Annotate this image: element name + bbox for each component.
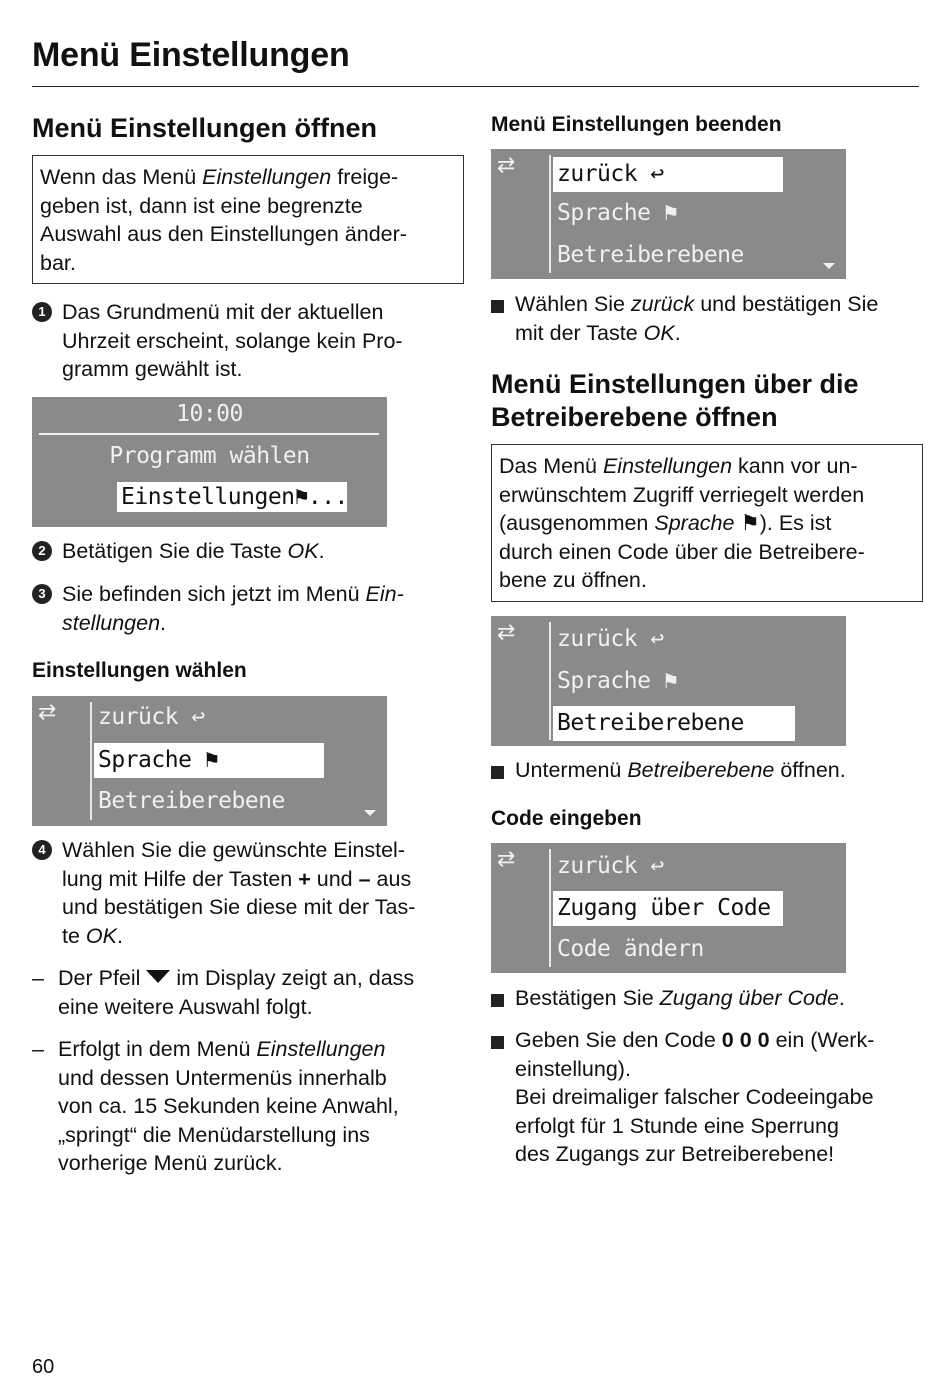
bullet-sub-em: Betreiberebene — [627, 758, 775, 782]
section-title-operator-level — [491, 368, 859, 434]
notice-em: Einstellungen — [202, 165, 332, 189]
display-language-item: Sprache ⚑ — [557, 668, 678, 694]
step-2-end: . — [318, 539, 325, 563]
notice-box — [32, 155, 464, 284]
bullet-exit-end: . — [674, 320, 681, 345]
bullet-exit-ok: OK — [643, 320, 675, 345]
step-2 — [32, 537, 472, 566]
notice-2-em-2: Sprache — [654, 511, 735, 535]
subhead-exit-settings: Menü Einstellungen beenden — [491, 113, 782, 136]
display-time: 10:00 — [176, 401, 243, 427]
swap-arrows-icon: ⇄ — [497, 619, 516, 644]
display-operator-level-item: Betreiberebene — [557, 242, 744, 268]
display-separator — [549, 155, 551, 273]
display-language-item: Sprache ⚑ — [94, 743, 324, 778]
step-4-aus: aus — [370, 866, 412, 891]
display-language-item: Sprache ⚑ — [557, 200, 678, 226]
dash-1-text: Der Pfeil — [58, 966, 147, 990]
scroll-down-arrow-icon — [364, 810, 376, 816]
display-back-item: zurück ↩ — [557, 853, 664, 879]
step-1-line-3: gramm gewählt ist. — [62, 357, 243, 381]
bullet-exit — [491, 290, 931, 347]
step-2-em: OK — [287, 539, 319, 563]
bullet-square-icon — [491, 1036, 504, 1049]
step-4-line-3: und bestätigen Sie diese mit der Tas- — [62, 895, 416, 919]
dash-2-line-4: „springt“ die Menüdarstellung ins — [58, 1122, 370, 1147]
notice-line-4: bar. — [40, 250, 76, 275]
minus-key: – — [358, 866, 371, 891]
scroll-down-arrow-icon — [823, 263, 835, 269]
step-3-em-2: stellungen — [62, 610, 161, 635]
dash-mark-2: – — [32, 1037, 44, 1061]
bullet-exit-em: zurück — [630, 292, 695, 316]
bullet-exit-text: Wählen Sie — [515, 292, 631, 316]
bullet-code-line-4: erfolgt für 1 Stunde eine Sperrung — [515, 1113, 839, 1138]
display-operator-level-item: Betreiberebene — [553, 706, 795, 741]
step-4 — [32, 836, 472, 950]
notice-2-line-3: (ausgenommen — [499, 511, 655, 535]
display-back-item: zurück ↩ — [553, 157, 783, 192]
bullet-square-icon — [491, 300, 504, 313]
display-separator — [549, 622, 551, 740]
section-title-line-1: Menü Einstellungen über die — [491, 369, 859, 399]
step-number-3: 3 — [32, 584, 52, 604]
section-title-open-settings: Menü Einstellungen öffnen — [32, 113, 377, 143]
dash-2-em: Einstellungen — [256, 1037, 386, 1061]
step-3 — [32, 580, 472, 637]
display-back-item: zurück ↩ — [98, 704, 205, 730]
display-settings-selected: Einstellungen⚑... — [117, 482, 347, 512]
step-3-em: Ein- — [365, 582, 404, 606]
bullet-code-text: Geben Sie den Code — [515, 1028, 722, 1052]
notice-2-em: Einstellungen — [602, 454, 733, 478]
down-triangle-icon — [146, 970, 170, 983]
bullet-code-line-3: Bei dreimaliger falscher Codeeingabe — [515, 1085, 874, 1109]
plus-key: + — [298, 866, 311, 891]
swap-arrows-icon: ⇄ — [497, 846, 516, 871]
display-access-code-item: Zugang über Code — [553, 891, 783, 926]
bullet-code-line-2: einstellung). — [515, 1056, 631, 1081]
step-number-1: 1 — [32, 302, 52, 322]
notice-2-line-5: bene zu öffnen. — [499, 568, 647, 592]
dash-note-arrow — [32, 964, 472, 1021]
step-2-text: Betätigen Sie die Taste — [62, 539, 288, 563]
step-4-and: und — [310, 866, 359, 891]
bullet-submenu — [491, 756, 931, 785]
step-4-end: . — [116, 923, 123, 948]
display-separator — [90, 702, 92, 820]
display-operator-level-item: Betreiberebene — [98, 788, 285, 814]
bullet-code-text-2: ein (Werk- — [769, 1028, 875, 1052]
bullet-exit-text-2: und bestätigen Sie — [694, 292, 879, 316]
dash-mark: – — [32, 966, 44, 990]
bullet-sub-end: öffnen. — [774, 758, 846, 782]
bullet-confirm-end: . — [838, 986, 845, 1010]
dash-2-line-2: und dessen Untermenüs innerhalb — [58, 1065, 387, 1090]
display-back-item: zurück ↩ — [557, 626, 664, 652]
dash-note-timeout — [32, 1035, 472, 1178]
step-4-ok: OK — [85, 923, 117, 948]
bullet-exit-line-2: mit der Taste — [515, 320, 644, 345]
display-enter-code — [491, 843, 846, 973]
notice-2-text-2: kann vor un- — [732, 454, 858, 478]
notice-text: Wenn das Menü — [40, 165, 203, 189]
step-1-line-2: Uhrzeit erscheint, solange kein Pro- — [62, 328, 403, 353]
bullet-square-icon — [491, 766, 504, 779]
bullet-code — [491, 1026, 931, 1169]
display-change-code-item: Code ändern — [557, 936, 704, 962]
display-separator — [549, 849, 551, 967]
notice-text-2: freige- — [331, 165, 399, 189]
display-divider — [39, 433, 379, 435]
swap-arrows-icon: ⇄ — [497, 152, 516, 177]
step-number-2: 2 — [32, 541, 52, 561]
default-code: 0 0 0 — [721, 1028, 770, 1052]
dash-2-text: Erfolgt in dem Menü — [58, 1037, 257, 1061]
subhead-enter-code: Code eingeben — [491, 807, 642, 830]
display-basic-menu — [32, 397, 387, 527]
notice-box-2 — [491, 444, 923, 602]
swap-arrows-icon: ⇄ — [38, 699, 57, 724]
display-program-select: Programm wählen — [109, 443, 310, 469]
bullet-square-icon — [491, 994, 504, 1007]
step-4-line-1: Wählen Sie die gewünschte Einstel- — [62, 838, 405, 862]
step-1-line-1: Das Grundmenü mit der aktuellen — [62, 300, 384, 324]
bullet-confirm — [491, 984, 931, 1013]
notice-2-line-4: durch einen Code über die Betreibere- — [499, 539, 865, 564]
title-divider — [32, 86, 919, 87]
notice-2-line-2: erwünschtem Zugriff verriegelt werden — [499, 482, 865, 507]
step-3-end: . — [160, 610, 167, 635]
bullet-code-line-5: des Zugangs zur Betreiberebene! — [515, 1142, 835, 1166]
section-title-line-2: Betreiberebene öffnen — [491, 402, 778, 432]
step-4-text: lung mit Hilfe der Tasten — [62, 866, 299, 891]
step-3-text: Sie befinden sich jetzt im Menü — [62, 582, 366, 606]
notice-line-2: geben ist, dann ist eine begrenzte — [40, 193, 363, 218]
notice-line-3: Auswahl aus den Einstellungen änder- — [40, 222, 407, 246]
step-1 — [32, 298, 472, 384]
dash-2-line-3: von ca. 15 Sekunden keine Anwahl, — [58, 1094, 399, 1118]
subhead-choose-settings: Einstellungen wählen — [32, 659, 247, 682]
display-choose-settings — [32, 696, 387, 826]
display-operator-level — [491, 616, 846, 746]
notice-2-line-3-end: ⚑). Es ist — [734, 511, 832, 535]
notice-2-text: Das Menü — [499, 454, 603, 478]
page-title: Menü Einstellungen — [32, 36, 350, 74]
step-4-te: te — [62, 923, 86, 948]
bullet-confirm-text: Bestätigen Sie — [515, 986, 660, 1010]
display-exit-settings — [491, 149, 846, 279]
dash-1-line-2: eine weitere Auswahl folgt. — [58, 994, 313, 1019]
page-number: 60 — [32, 1356, 55, 1378]
step-number-4: 4 — [32, 840, 52, 860]
bullet-sub-text: Untermenü — [515, 758, 628, 782]
bullet-confirm-em: Zugang über Code — [659, 986, 839, 1010]
dash-1-text-2: im Display zeigt an, dass — [170, 966, 415, 990]
dash-2-line-5: vorherige Menü zurück. — [58, 1151, 283, 1175]
